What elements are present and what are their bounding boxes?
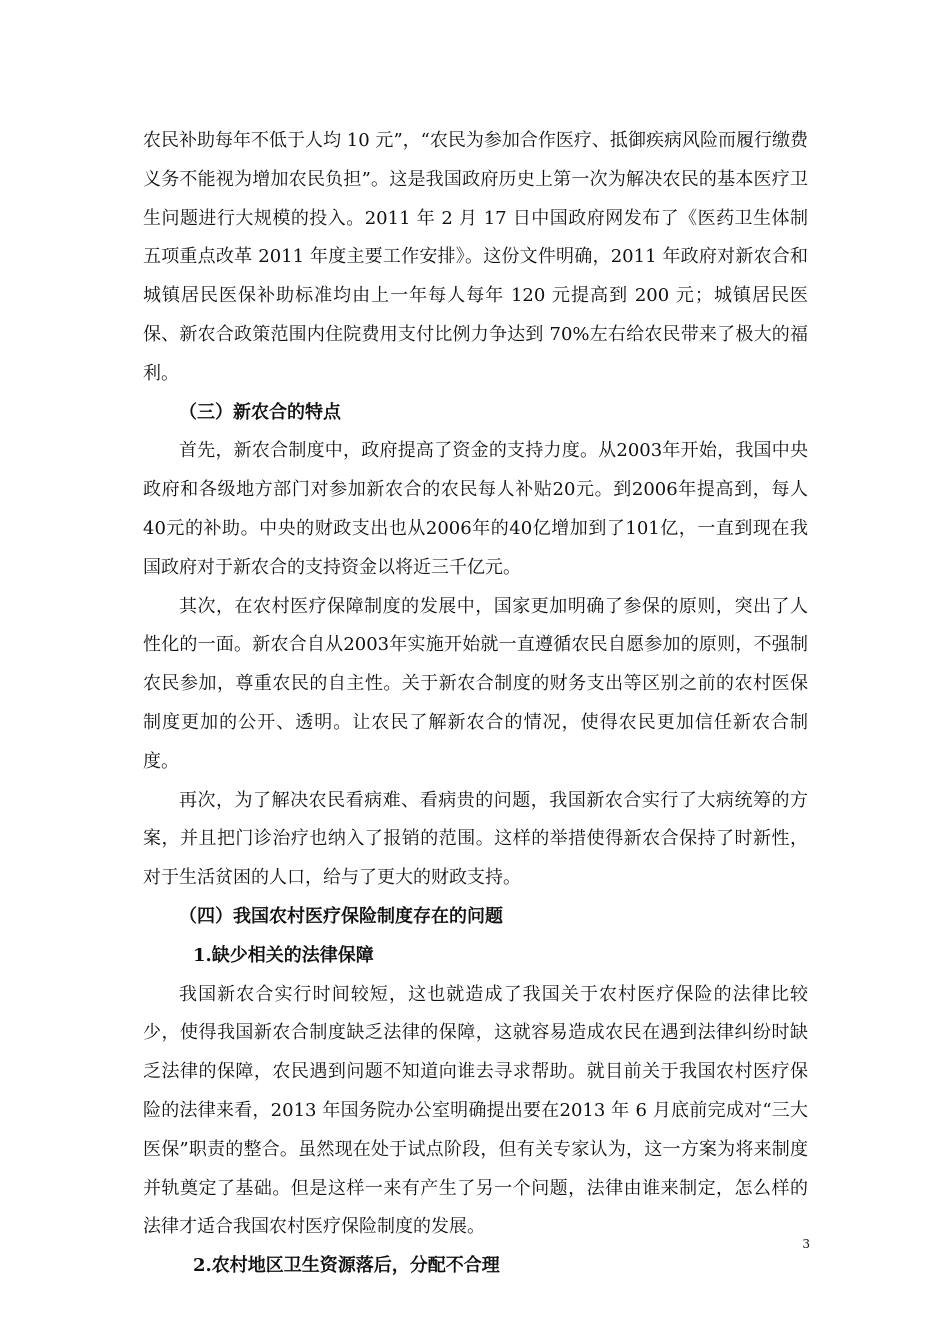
paragraph-features-third: 再次，为了解决农民看病难、看病贵的问题，我国新农合实行了大病统筹的方案，并且把门诊治疗也纳入了报销的范围。这样的举措使得新农合保持了时新性，对于生活贫困的人口，给与了更大的财政支持。 bbox=[143, 789, 808, 889]
paragraph-legal-issues: 我国新农合实行时间较短，这也就造成了我国关于农村医疗保险的法律比较少，使得我国新农合制度缺乏法律的保障，这就容易造成农民在遇到法律纠纷时缺乏法律的保障，农民遇到问题不知道向谁去寻求帮助。就目前关于我国农村医疗保险的法律来看，2013 年国务院办公室明确提出要在2013 年 6 月底前完成对“三大医保”职责的整合。虽然现在处于试点阶段，但有关专家认为，这一方案为将来制度并轨奠定了基础。但是这样一来有产生了另一个问题，法律由谁来制定，怎么样的法律才适合我国农村医疗保险制度的发展。 bbox=[143, 983, 808, 1238]
document-body bbox=[143, 122, 808, 1286]
page-number: 3 bbox=[802, 1237, 810, 1251]
subsection-heading-legal: 1.缺少相关的法律保障 bbox=[193, 944, 374, 966]
paragraph-subsidy-policy: 农民补助每年不低于人均 10 元”，“农民为参加合作医疗、抵御疾病风险而履行缴费义务不能视为增加农民负担”。这是我国政府历史上第一次为解决农民的基本医疗卫生问题进行大规模的投入。2011 年 2 月 17 日中国政府网发布了《医药卫生体制五项重点改革 2011 年度主要工作安排》。这份文件明确，2011 年政府对新农合和城镇居民医保补助标准均由上一年每人每年 120 元提高到 200 元；城镇居民医保、新农合政策范围内住院费用支付比例力争达到 70%左右给农民带来了极大的福利。 bbox=[143, 130, 808, 384]
paragraph-features-second: 其次，在农村医疗保障制度的发展中，国家更加明确了参保的原则，突出了人性化的一面。新农合自从2003年实施开始就一直遵循农民自愿参加的原则，不强制农民参加，尊重农民的自主性。关于新农合制度的财务支出等区别之前的农村医保制度更加的公开、透明。让农民了解新农合的情况，使得农民更加信任新农合制度。 bbox=[143, 595, 808, 772]
subsection-heading-resources: 2.农村地区卫生资源落后，分配不合理 bbox=[193, 1255, 500, 1277]
paragraph-features-first: 首先，新农合制度中，政府提高了资金的支持力度。从2003年开始，我国中央政府和各级地方部门对参加新农合的农民每人补贴20元。到2006年提高到，每人40元的补助。中央的财政支出也从2006年的40亿增加到了101亿，一直到现在我国政府对于新农合的支持资金以将近三千亿元。 bbox=[143, 440, 808, 578]
section-heading-problems: （四）我国农村医疗保险制度存在的问题 bbox=[179, 905, 503, 927]
section-heading-features: （三）新农合的特点 bbox=[179, 401, 341, 423]
